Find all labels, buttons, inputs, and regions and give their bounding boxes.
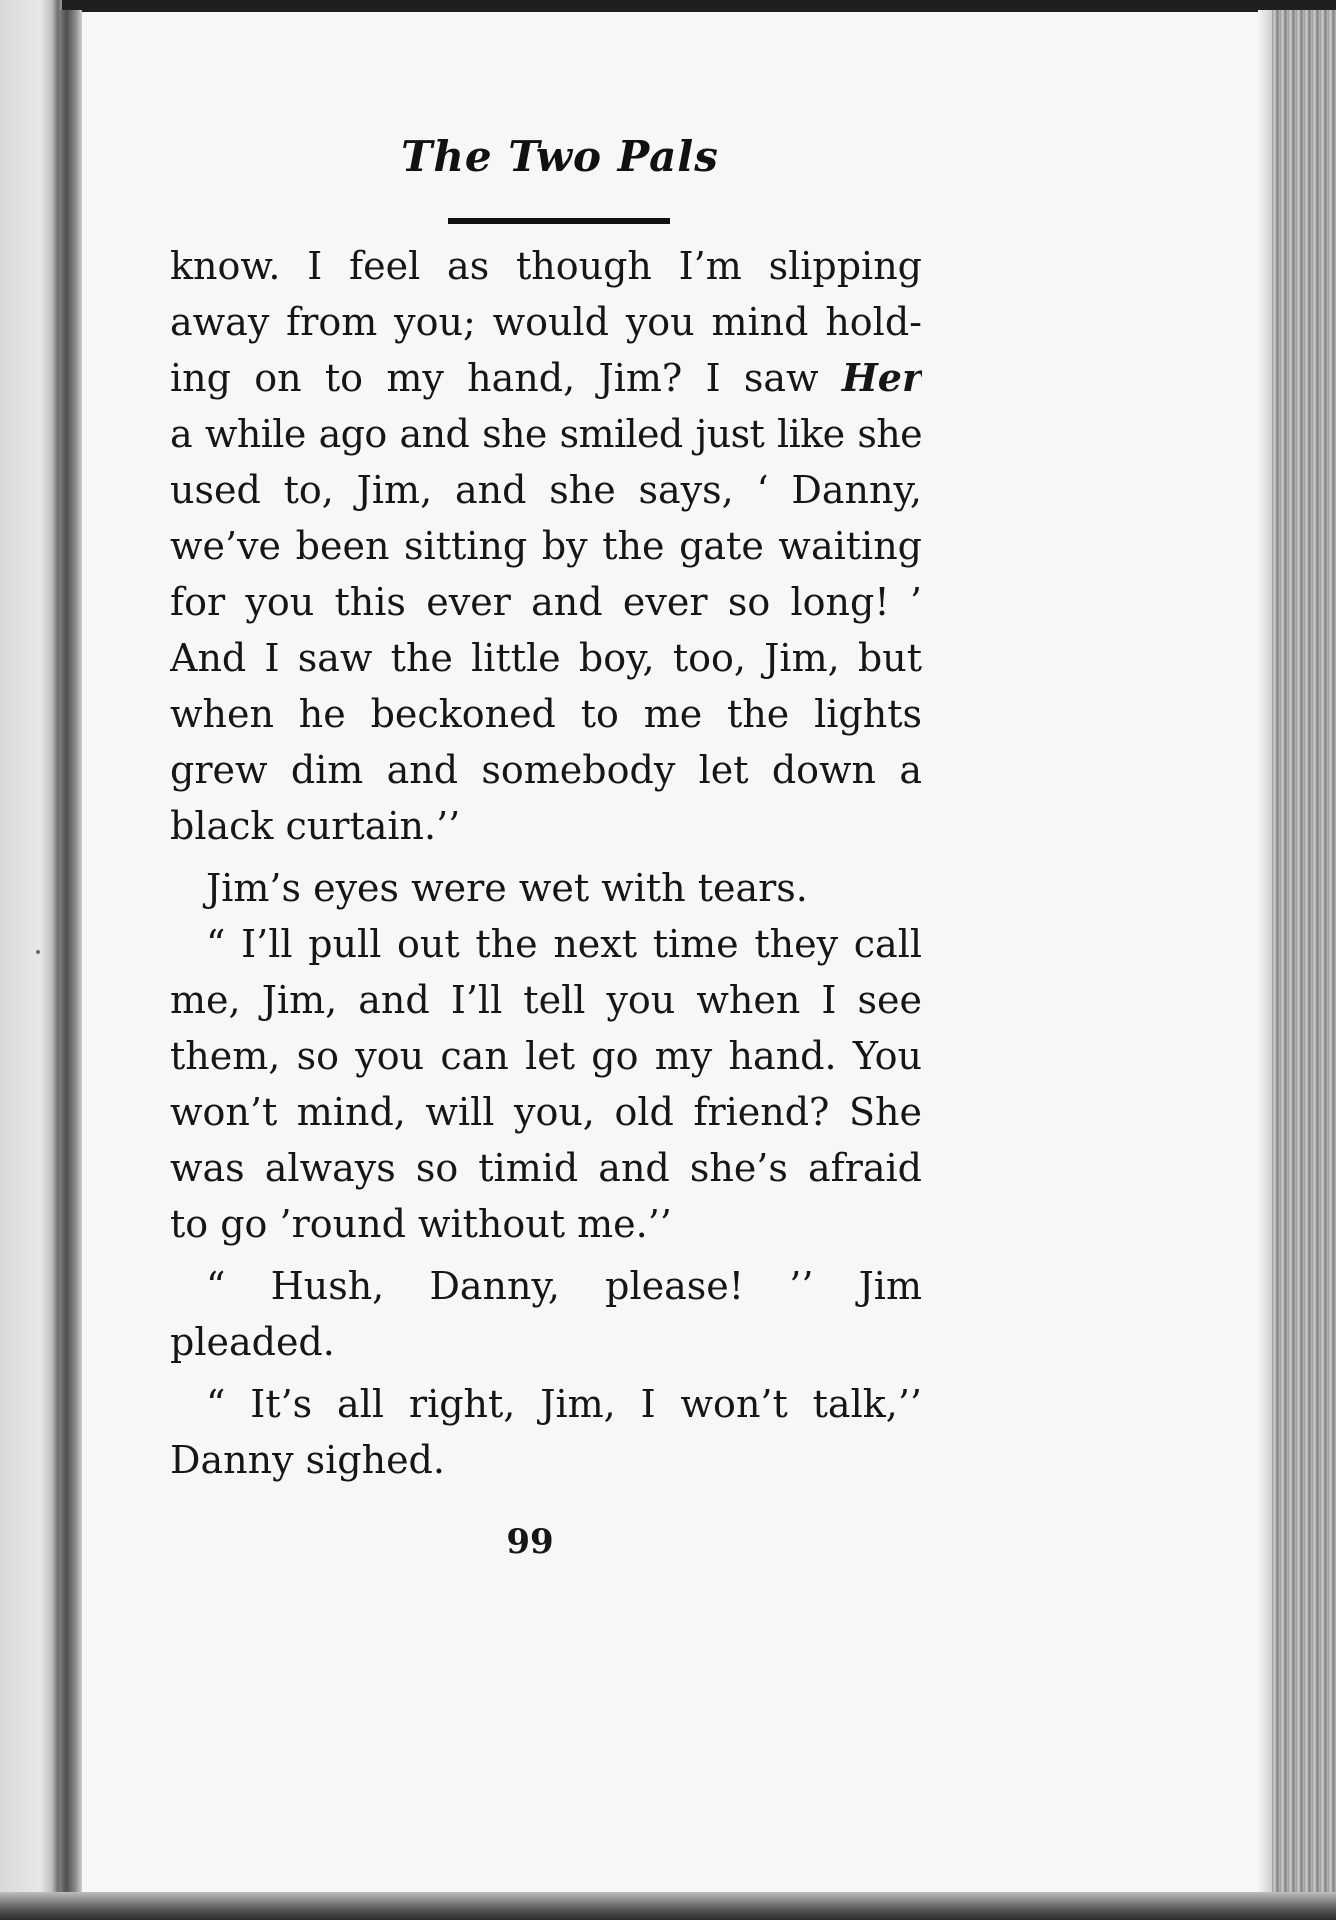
paragraph-first-line: “ It’s all right, Jim, I won’t talk,’’ — [206, 1382, 922, 1426]
text-line-start: ing on to my hand, Jim? I saw — [170, 356, 842, 400]
text-line: them, so you can let go my hand. You — [170, 1034, 922, 1078]
text-line: we’ve been sitting by the gate waiting — [170, 524, 922, 568]
text-line: grew dim and somebody let down a — [170, 748, 922, 792]
running-head: The Two Pals — [401, 132, 719, 181]
left-page-edge — [0, 0, 62, 1920]
scan-bottom-edge — [0, 1892, 1336, 1920]
text-line: me, Jim, and I’ll tell you when I see — [170, 978, 922, 1022]
text-line: Danny sighed. — [170, 1438, 445, 1482]
text-line: for you this ever and ever so long! ’ — [170, 580, 922, 624]
text-line: was always so timid and she’s afraid — [170, 1146, 922, 1190]
page-edge-shadow — [1258, 10, 1272, 1900]
paragraph-first-line: “ I’ll pull out the next time they call — [206, 922, 922, 966]
text-line: And I saw the little boy, too, Jim, but — [170, 636, 922, 680]
text-line: a while ago and she smiled just like she — [170, 412, 922, 456]
scan-top-edge — [0, 0, 1336, 12]
dust-speck — [36, 950, 40, 954]
text-line: to go ’round without me.’’ — [170, 1202, 672, 1246]
text-line: pleaded. — [170, 1320, 335, 1364]
page-number: 99 — [506, 1522, 554, 1562]
paragraph-first-line: “ Hush, Danny, please! ’’ Jim — [206, 1264, 922, 1308]
emphasis-word: Her — [841, 355, 922, 400]
binding-gutter — [60, 10, 82, 1910]
text-line: used to, Jim, and she says, ‘ Danny, — [170, 468, 922, 512]
book-fore-edge — [1272, 10, 1336, 1900]
text-line: when he beckoned to me the lights — [170, 692, 922, 736]
body-text — [170, 238, 922, 1488]
text-line: won’t mind, will you, old friend? She — [170, 1090, 922, 1134]
text-line: away from you; would you mind hold- — [170, 300, 922, 344]
text-line: know. I feel as though I’m slipping — [170, 244, 922, 288]
text-line — [170, 350, 922, 406]
running-head-rule — [448, 218, 670, 224]
text-line: black curtain.’’ — [170, 804, 461, 848]
paragraph-first-line: Jim’s eyes were wet with tears. — [206, 866, 808, 910]
